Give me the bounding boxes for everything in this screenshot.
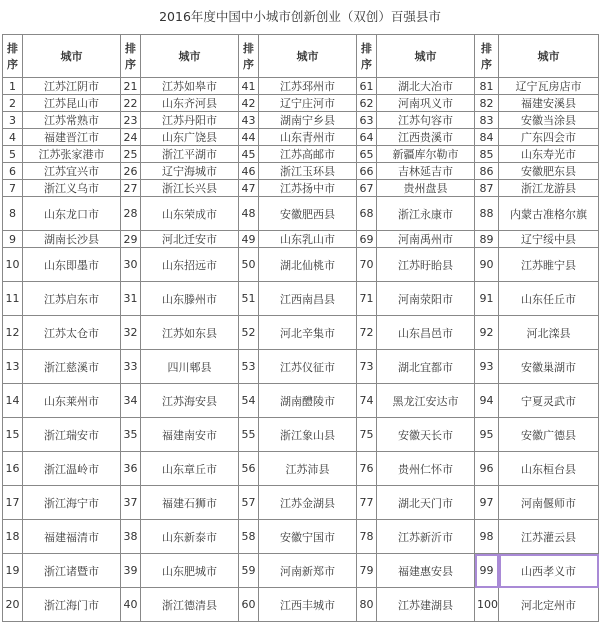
rank-cell: 69 bbox=[357, 231, 377, 248]
rank-cell: 85 bbox=[475, 146, 499, 163]
city-cell: 内蒙古准格尔旗 bbox=[499, 197, 599, 231]
city-cell: 山东齐河县 bbox=[141, 95, 239, 112]
city-cell: 湖北宜都市 bbox=[377, 350, 475, 384]
rank-cell: 93 bbox=[475, 350, 499, 384]
rank-cell: 49 bbox=[239, 231, 259, 248]
city-cell: 江苏扬中市 bbox=[259, 180, 357, 197]
rank-cell: 90 bbox=[475, 248, 499, 282]
rank-cell: 15 bbox=[3, 418, 23, 452]
rank-cell: 60 bbox=[239, 588, 259, 622]
rank-cell: 39 bbox=[121, 554, 141, 588]
rank-cell: 41 bbox=[239, 78, 259, 95]
rank-cell: 16 bbox=[3, 452, 23, 486]
city-cell: 湖南醴陵市 bbox=[259, 384, 357, 418]
rank-cell: 35 bbox=[121, 418, 141, 452]
rank-cell: 9 bbox=[3, 231, 23, 248]
city-cell: 河北辛集市 bbox=[259, 316, 357, 350]
header-rank: 排序 bbox=[475, 35, 499, 78]
city-cell: 江西南昌县 bbox=[259, 282, 357, 316]
rank-cell: 20 bbox=[3, 588, 23, 622]
rank-cell: 87 bbox=[475, 180, 499, 197]
city-cell: 山东寿光市 bbox=[499, 146, 599, 163]
rank-cell: 14 bbox=[3, 384, 23, 418]
city-cell: 江苏仪征市 bbox=[259, 350, 357, 384]
table-row bbox=[3, 486, 599, 520]
header-city: 城市 bbox=[377, 35, 475, 78]
city-cell: 浙江瑞安市 bbox=[23, 418, 121, 452]
city-cell: 湖北大冶市 bbox=[377, 78, 475, 95]
rank-cell: 78 bbox=[357, 520, 377, 554]
city-cell: 山东招远市 bbox=[141, 248, 239, 282]
city-cell: 江苏新沂市 bbox=[377, 520, 475, 554]
city-cell: 山西孝义市 bbox=[499, 554, 599, 588]
table-row bbox=[3, 129, 599, 146]
city-cell: 江苏如东县 bbox=[141, 316, 239, 350]
city-cell: 江苏睢宁县 bbox=[499, 248, 599, 282]
rank-cell: 64 bbox=[357, 129, 377, 146]
rank-cell: 98 bbox=[475, 520, 499, 554]
city-cell: 福建惠安县 bbox=[377, 554, 475, 588]
header-rank: 排序 bbox=[239, 35, 259, 78]
rank-cell: 77 bbox=[357, 486, 377, 520]
rank-cell: 82 bbox=[475, 95, 499, 112]
rank-cell: 31 bbox=[121, 282, 141, 316]
city-cell: 江苏灌云县 bbox=[499, 520, 599, 554]
header-city: 城市 bbox=[23, 35, 121, 78]
rank-cell: 48 bbox=[239, 197, 259, 231]
rank-cell: 76 bbox=[357, 452, 377, 486]
rank-cell: 13 bbox=[3, 350, 23, 384]
rank-cell: 51 bbox=[239, 282, 259, 316]
rank-cell: 54 bbox=[239, 384, 259, 418]
header-row bbox=[3, 35, 599, 78]
rank-cell: 42 bbox=[239, 95, 259, 112]
city-cell: 安徽当涂县 bbox=[499, 112, 599, 129]
rank-cell: 26 bbox=[121, 163, 141, 180]
rank-cell: 29 bbox=[121, 231, 141, 248]
city-cell: 江苏启东市 bbox=[23, 282, 121, 316]
city-cell: 江苏海安县 bbox=[141, 384, 239, 418]
rank-cell: 83 bbox=[475, 112, 499, 129]
rank-cell: 62 bbox=[357, 95, 377, 112]
rank-cell: 96 bbox=[475, 452, 499, 486]
city-cell: 浙江龙游县 bbox=[499, 180, 599, 197]
rank-cell: 12 bbox=[3, 316, 23, 350]
city-cell: 浙江义乌市 bbox=[23, 180, 121, 197]
city-cell: 河南禹州市 bbox=[377, 231, 475, 248]
city-cell: 江苏句容市 bbox=[377, 112, 475, 129]
rank-cell: 45 bbox=[239, 146, 259, 163]
rank-cell: 11 bbox=[3, 282, 23, 316]
city-cell: 江苏张家港市 bbox=[23, 146, 121, 163]
city-cell: 湖北天门市 bbox=[377, 486, 475, 520]
table-row bbox=[3, 197, 599, 231]
table-row bbox=[3, 554, 599, 588]
city-cell: 浙江海宁市 bbox=[23, 486, 121, 520]
rank-cell: 23 bbox=[121, 112, 141, 129]
city-cell: 浙江诸暨市 bbox=[23, 554, 121, 588]
rank-cell: 63 bbox=[357, 112, 377, 129]
table-row bbox=[3, 350, 599, 384]
city-cell: 辽宁绥中县 bbox=[499, 231, 599, 248]
city-cell: 江苏盱眙县 bbox=[377, 248, 475, 282]
city-cell: 辽宁庄河市 bbox=[259, 95, 357, 112]
rank-cell: 53 bbox=[239, 350, 259, 384]
table-row bbox=[3, 316, 599, 350]
city-cell: 江苏江阴市 bbox=[23, 78, 121, 95]
city-cell: 江苏金湖县 bbox=[259, 486, 357, 520]
city-cell: 江苏丹阳市 bbox=[141, 112, 239, 129]
rank-cell: 36 bbox=[121, 452, 141, 486]
city-cell: 福建福清市 bbox=[23, 520, 121, 554]
rank-cell: 22 bbox=[121, 95, 141, 112]
city-cell: 山东滕州市 bbox=[141, 282, 239, 316]
rank-cell: 46 bbox=[239, 163, 259, 180]
city-cell: 山东肥城市 bbox=[141, 554, 239, 588]
rank-cell: 81 bbox=[475, 78, 499, 95]
city-cell: 浙江慈溪市 bbox=[23, 350, 121, 384]
city-cell: 辽宁海城市 bbox=[141, 163, 239, 180]
header-rank: 排序 bbox=[357, 35, 377, 78]
city-cell: 吉林延吉市 bbox=[377, 163, 475, 180]
city-cell: 浙江海门市 bbox=[23, 588, 121, 622]
city-cell: 山东章丘市 bbox=[141, 452, 239, 486]
rank-cell: 97 bbox=[475, 486, 499, 520]
rank-cell: 57 bbox=[239, 486, 259, 520]
rank-cell: 55 bbox=[239, 418, 259, 452]
page-title: 2016年度中国中小城市创新创业（双创）百强县市 bbox=[159, 9, 441, 24]
city-cell: 山东龙口市 bbox=[23, 197, 121, 231]
rank-cell: 65 bbox=[357, 146, 377, 163]
city-cell: 湖南长沙县 bbox=[23, 231, 121, 248]
header-city: 城市 bbox=[141, 35, 239, 78]
city-cell: 安徽广德县 bbox=[499, 418, 599, 452]
table-row bbox=[3, 112, 599, 129]
rank-cell: 6 bbox=[3, 163, 23, 180]
table-row bbox=[3, 95, 599, 112]
rank-cell: 52 bbox=[239, 316, 259, 350]
ranking-table bbox=[2, 34, 599, 622]
table-row bbox=[3, 163, 599, 180]
rank-cell: 66 bbox=[357, 163, 377, 180]
rank-cell: 18 bbox=[3, 520, 23, 554]
rank-cell: 100 bbox=[475, 588, 499, 622]
rank-cell: 73 bbox=[357, 350, 377, 384]
city-cell: 江苏宜兴市 bbox=[23, 163, 121, 180]
city-cell: 山东桓台县 bbox=[499, 452, 599, 486]
rank-cell: 25 bbox=[121, 146, 141, 163]
city-cell: 江苏建湖县 bbox=[377, 588, 475, 622]
city-cell: 江苏常熟市 bbox=[23, 112, 121, 129]
city-cell: 安徽天长市 bbox=[377, 418, 475, 452]
city-cell: 湖北仙桃市 bbox=[259, 248, 357, 282]
rank-cell: 40 bbox=[121, 588, 141, 622]
city-cell: 贵州仁怀市 bbox=[377, 452, 475, 486]
city-cell: 山东青州市 bbox=[259, 129, 357, 146]
city-cell: 山东任丘市 bbox=[499, 282, 599, 316]
city-cell: 福建南安市 bbox=[141, 418, 239, 452]
city-cell: 浙江象山县 bbox=[259, 418, 357, 452]
rank-cell: 91 bbox=[475, 282, 499, 316]
table-row bbox=[3, 282, 599, 316]
rank-cell: 58 bbox=[239, 520, 259, 554]
city-cell: 福建石狮市 bbox=[141, 486, 239, 520]
city-cell: 浙江长兴县 bbox=[141, 180, 239, 197]
rank-cell: 88 bbox=[475, 197, 499, 231]
city-cell: 湖南宁乡县 bbox=[259, 112, 357, 129]
city-cell: 黑龙江安达市 bbox=[377, 384, 475, 418]
rank-cell: 74 bbox=[357, 384, 377, 418]
city-cell: 安徽宁国市 bbox=[259, 520, 357, 554]
city-cell: 江苏昆山市 bbox=[23, 95, 121, 112]
header-rank: 排序 bbox=[121, 35, 141, 78]
rank-cell: 71 bbox=[357, 282, 377, 316]
city-cell: 江苏如皋市 bbox=[141, 78, 239, 95]
header-rank: 排序 bbox=[3, 35, 23, 78]
rank-cell: 4 bbox=[3, 129, 23, 146]
city-cell: 贵州盘县 bbox=[377, 180, 475, 197]
rank-cell: 84 bbox=[475, 129, 499, 146]
city-cell: 福建晋江市 bbox=[23, 129, 121, 146]
rank-cell: 75 bbox=[357, 418, 377, 452]
rank-cell: 47 bbox=[239, 180, 259, 197]
city-cell: 河北定州市 bbox=[499, 588, 599, 622]
city-cell: 安徽肥西县 bbox=[259, 197, 357, 231]
rank-cell: 56 bbox=[239, 452, 259, 486]
rank-cell: 7 bbox=[3, 180, 23, 197]
rank-cell: 89 bbox=[475, 231, 499, 248]
rank-cell: 8 bbox=[3, 197, 23, 231]
city-cell: 江西贵溪市 bbox=[377, 129, 475, 146]
city-cell: 四川郫县 bbox=[141, 350, 239, 384]
header-city: 城市 bbox=[259, 35, 357, 78]
table-row bbox=[3, 78, 599, 95]
rank-cell: 5 bbox=[3, 146, 23, 163]
table-row bbox=[3, 248, 599, 282]
city-cell: 山东乳山市 bbox=[259, 231, 357, 248]
city-cell: 浙江平湖市 bbox=[141, 146, 239, 163]
city-cell: 浙江玉环县 bbox=[259, 163, 357, 180]
rank-cell: 80 bbox=[357, 588, 377, 622]
city-cell: 浙江德清县 bbox=[141, 588, 239, 622]
city-cell: 江苏邳州市 bbox=[259, 78, 357, 95]
rank-cell: 19 bbox=[3, 554, 23, 588]
city-cell: 山东莱州市 bbox=[23, 384, 121, 418]
table-row bbox=[3, 588, 599, 622]
rank-cell: 99 bbox=[475, 554, 499, 588]
header-city: 城市 bbox=[499, 35, 599, 78]
rank-cell: 30 bbox=[121, 248, 141, 282]
rank-cell: 44 bbox=[239, 129, 259, 146]
rank-cell: 61 bbox=[357, 78, 377, 95]
rank-cell: 28 bbox=[121, 197, 141, 231]
city-cell: 江苏高邮市 bbox=[259, 146, 357, 163]
city-cell: 辽宁瓦房店市 bbox=[499, 78, 599, 95]
rank-cell: 17 bbox=[3, 486, 23, 520]
rank-cell: 72 bbox=[357, 316, 377, 350]
rank-cell: 38 bbox=[121, 520, 141, 554]
rank-cell: 79 bbox=[357, 554, 377, 588]
rank-cell: 27 bbox=[121, 180, 141, 197]
city-cell: 河北迁安市 bbox=[141, 231, 239, 248]
city-cell: 安徽肥东县 bbox=[499, 163, 599, 180]
city-cell: 江西丰城市 bbox=[259, 588, 357, 622]
rank-cell: 50 bbox=[239, 248, 259, 282]
rank-cell: 21 bbox=[121, 78, 141, 95]
city-cell: 河北滦县 bbox=[499, 316, 599, 350]
city-cell: 山东即墨市 bbox=[23, 248, 121, 282]
city-cell: 山东昌邑市 bbox=[377, 316, 475, 350]
table-row bbox=[3, 146, 599, 163]
table-row bbox=[3, 384, 599, 418]
rank-cell: 37 bbox=[121, 486, 141, 520]
rank-cell: 95 bbox=[475, 418, 499, 452]
rank-cell: 34 bbox=[121, 384, 141, 418]
city-cell: 宁夏灵武市 bbox=[499, 384, 599, 418]
rank-cell: 32 bbox=[121, 316, 141, 350]
city-cell: 安徽巢湖市 bbox=[499, 350, 599, 384]
city-cell: 新疆库尔勒市 bbox=[377, 146, 475, 163]
city-cell: 河南新郑市 bbox=[259, 554, 357, 588]
rank-cell: 24 bbox=[121, 129, 141, 146]
city-cell: 河南偃师市 bbox=[499, 486, 599, 520]
rank-cell: 3 bbox=[3, 112, 23, 129]
city-cell: 江苏沛县 bbox=[259, 452, 357, 486]
rank-cell: 68 bbox=[357, 197, 377, 231]
city-cell: 广东四会市 bbox=[499, 129, 599, 146]
city-cell: 河南巩义市 bbox=[377, 95, 475, 112]
rank-cell: 2 bbox=[3, 95, 23, 112]
city-cell: 河南荥阳市 bbox=[377, 282, 475, 316]
rank-cell: 67 bbox=[357, 180, 377, 197]
city-cell: 浙江永康市 bbox=[377, 197, 475, 231]
rank-cell: 33 bbox=[121, 350, 141, 384]
city-cell: 山东新泰市 bbox=[141, 520, 239, 554]
rank-cell: 59 bbox=[239, 554, 259, 588]
rank-cell: 94 bbox=[475, 384, 499, 418]
rank-cell: 1 bbox=[3, 78, 23, 95]
rank-cell: 43 bbox=[239, 112, 259, 129]
city-cell: 山东荣成市 bbox=[141, 197, 239, 231]
table-row bbox=[3, 418, 599, 452]
city-cell: 福建安溪县 bbox=[499, 95, 599, 112]
rank-cell: 92 bbox=[475, 316, 499, 350]
table-row bbox=[3, 231, 599, 248]
table-row bbox=[3, 452, 599, 486]
city-cell: 江苏太仓市 bbox=[23, 316, 121, 350]
city-cell: 山东广饶县 bbox=[141, 129, 239, 146]
city-cell: 浙江温岭市 bbox=[23, 452, 121, 486]
rank-cell: 86 bbox=[475, 163, 499, 180]
rank-cell: 10 bbox=[3, 248, 23, 282]
rank-cell: 70 bbox=[357, 248, 377, 282]
table-row bbox=[3, 520, 599, 554]
table-row bbox=[3, 180, 599, 197]
